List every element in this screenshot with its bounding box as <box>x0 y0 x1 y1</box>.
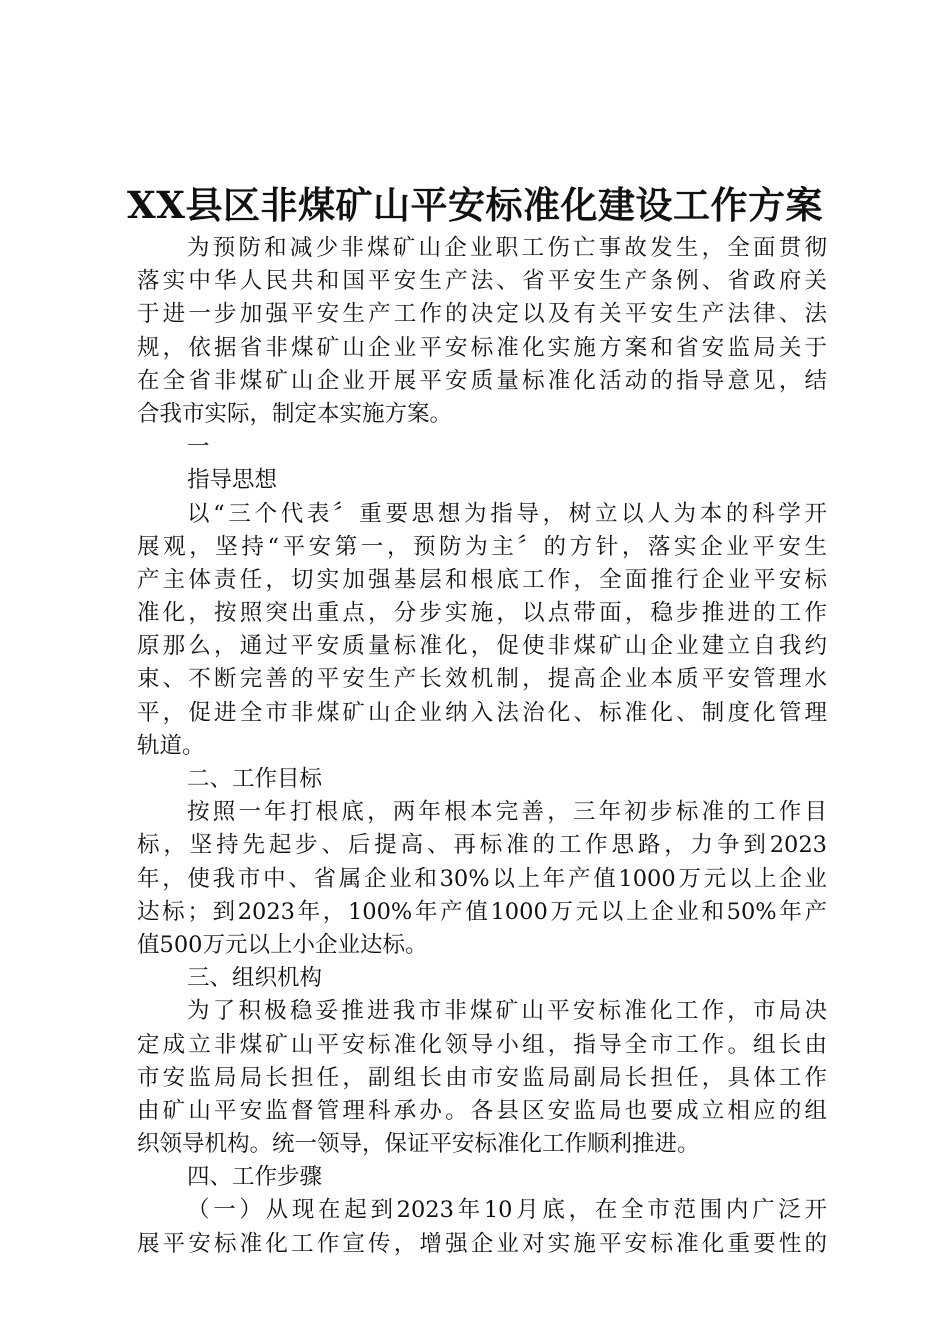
text-line: 年，使我市中、省属企业和30%以上年产值1000万元以上企业 <box>137 865 827 892</box>
text-line: 原那么，通过平安质量标准化，促使非煤矿山企业建立自我约 <box>137 633 827 660</box>
text-line: 展平安标准化工作宣传，增强企业对实施平安标准化重要性的 <box>137 1230 827 1257</box>
text-line: 规，依据省非煤矿山企业平安标准化实施方案和省安监局关于 <box>137 334 827 361</box>
text-line: 按照一年打根底，两年根本完善，三年初步标准的工作目 <box>187 799 827 826</box>
text-line: 市安监局局长担任，副组长由市安监局副局长担任，具体工作 <box>137 1064 827 1091</box>
text-line: 于进一步加强平安生产工作的决定以及有关平安生产法律、法 <box>137 301 827 328</box>
text-line: 轨道。 <box>137 732 205 759</box>
text-line: 二、工作目标 <box>187 766 323 792</box>
text-line: 四、工作步骤 <box>187 1164 323 1191</box>
text-line: 在全省非煤矿山企业开展平安质量标准化活动的指导意见，结 <box>137 367 827 394</box>
text-line: 三、组织机构 <box>187 965 323 992</box>
text-line: 指导思想 <box>187 467 278 494</box>
text-line: 平，促进全市非煤矿山企业纳入法治化、标准化、制度化管理 <box>137 699 827 726</box>
text-line: 为预防和减少非煤矿山企业职工伤亡事故发生，全面贯彻 <box>187 235 827 261</box>
text-line: 束、不断完善的平安生产长效机制，提高企业本质平安管理水 <box>137 666 827 693</box>
text-line: 一 <box>187 434 210 461</box>
text-line: 为了积极稳妥推进我市非煤矿山平安标准化工作，市局决 <box>187 998 827 1025</box>
text-line: 落实中华人民共和国平安生产法、省平安生产条例、省政府关 <box>137 268 827 295</box>
document-body <box>137 232 827 1261</box>
text-line: 由矿山平安监督管理科承办。各县区安监局也要成立相应的组 <box>137 1097 827 1124</box>
text-line: 准化，按照突出重点，分步实施，以点带面，稳步推进的工作 <box>137 600 827 627</box>
text-line: （一）从现在起到2023年10月底，在全市范围内广泛开 <box>187 1197 827 1224</box>
text-line: 值500万元以上小企业达标。 <box>137 931 428 958</box>
text-line: 产主体责任，切实加强基层和根底工作，全面推行企业平安标 <box>137 566 827 593</box>
text-line: 定成立非煤矿山平安标准化领导小组，指导全市工作。组长由 <box>137 1031 827 1058</box>
text-line: 合我市实际，制定本实施方案。 <box>137 400 453 427</box>
text-line: 展观，坚持“平安第一，预防为主〞的方针，落实企业平安生 <box>137 533 827 560</box>
text-line: 以“三个代表〞重要思想为指导，树立以人为本的科学开 <box>187 500 827 527</box>
text-line: 标，坚持先起步、后提高、再标准的工作思路，力争到2023 <box>137 832 827 859</box>
text-line: 达标；到2023年，100%年产值1000万元以上企业和50%年产 <box>137 898 827 925</box>
document-title: XX县区非煤矿山平安标准化建设工作方案 <box>127 183 823 227</box>
text-line: 织领导机构。统一领导，保证平安标准化工作顺利推进。 <box>137 1131 700 1158</box>
